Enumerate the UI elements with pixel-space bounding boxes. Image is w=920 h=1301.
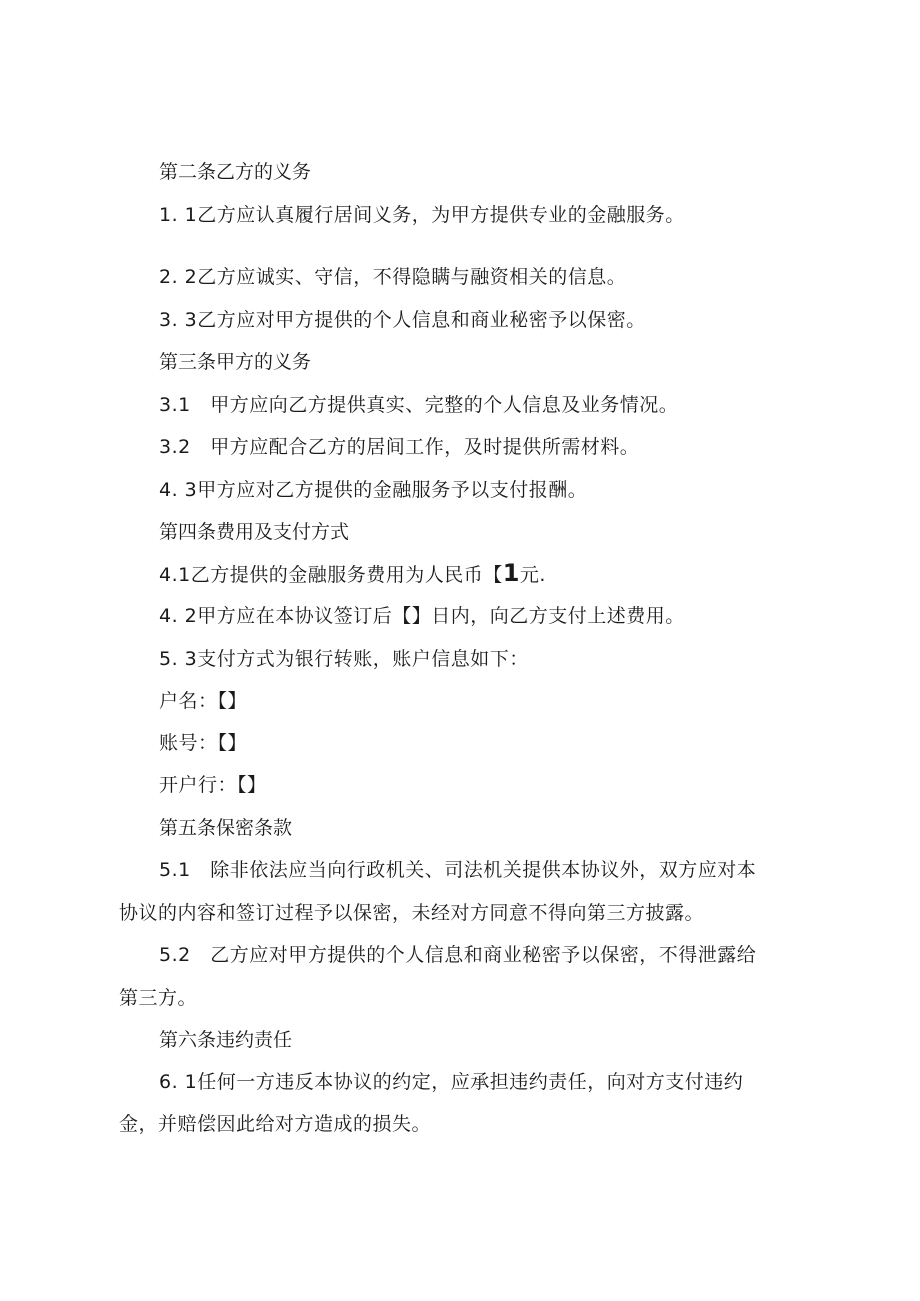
account-name-line: 户名：【】 [159, 690, 248, 712]
account-bank-line: 开户行：【】 [159, 774, 267, 796]
article-5-para-1-line-1: 5.1 除非依法应当向行政机关、司法机关提供本协议外，双方应对本 [159, 859, 757, 881]
article-5-para-2-line-2: 第三方。 [119, 987, 198, 1009]
article-3-item-3: 4. 3甲方应对乙方提供的金融服务予以支付报酬。 [159, 479, 588, 501]
article-4-item-2: 4. 2甲方应在本协议签订后【】日内，向乙方支付上述费用。 [159, 605, 685, 627]
article-2-item-3: 3. 3乙方应对甲方提供的个人信息和商业秘密予以保密。 [159, 309, 646, 331]
fee-amount: 1 [502, 559, 520, 587]
article-5-para-1-line-2: 协议的内容和签订过程予以保密，未经对方同意不得向第三方披露。 [119, 902, 705, 924]
article-5-heading: 第五条保密条款 [159, 817, 293, 839]
article-5-para-2-line-1: 5.2 乙方应对甲方提供的个人信息和商业秘密予以保密，不得泄露给 [159, 944, 757, 966]
article-6-heading: 第六条违约责任 [159, 1029, 293, 1051]
article-4-item-3: 5. 3支付方式为银行转账，账户信息如下： [159, 648, 529, 670]
article-2-item-1: 1. 1乙方应认真履行居间义务，为甲方提供专业的金融服务。 [159, 204, 685, 226]
article-3-heading: 第三条甲方的义务 [159, 351, 312, 373]
article-4-fee-line [159, 560, 546, 588]
article-4-heading: 第四条费用及支付方式 [159, 521, 350, 543]
article-3-item-2: 3.2 甲方应配合乙方的居间工作，及时提供所需材料。 [159, 436, 640, 458]
article-3-item-1: 3.1 甲方应向乙方提供真实、完整的个人信息及业务情况。 [159, 394, 679, 416]
article-2-item-2: 2. 2乙方应诚实、守信，不得隐瞒与融资相关的信息。 [159, 266, 627, 288]
fee-prefix: 4.1乙方提供的金融服务费用为人民币【 [159, 564, 503, 586]
article-6-para-1-line-2: 金，并赔偿因此给对方造成的损失。 [119, 1113, 432, 1135]
article-6-para-1-line-1: 6. 1任何一方违反本协议的约定，应承担违约责任，向对方支付违约 [159, 1071, 744, 1093]
fee-suffix: 元. [519, 564, 546, 586]
article-2-heading: 第二条乙方的义务 [159, 161, 312, 183]
account-number-line: 账号：【】 [159, 732, 248, 754]
